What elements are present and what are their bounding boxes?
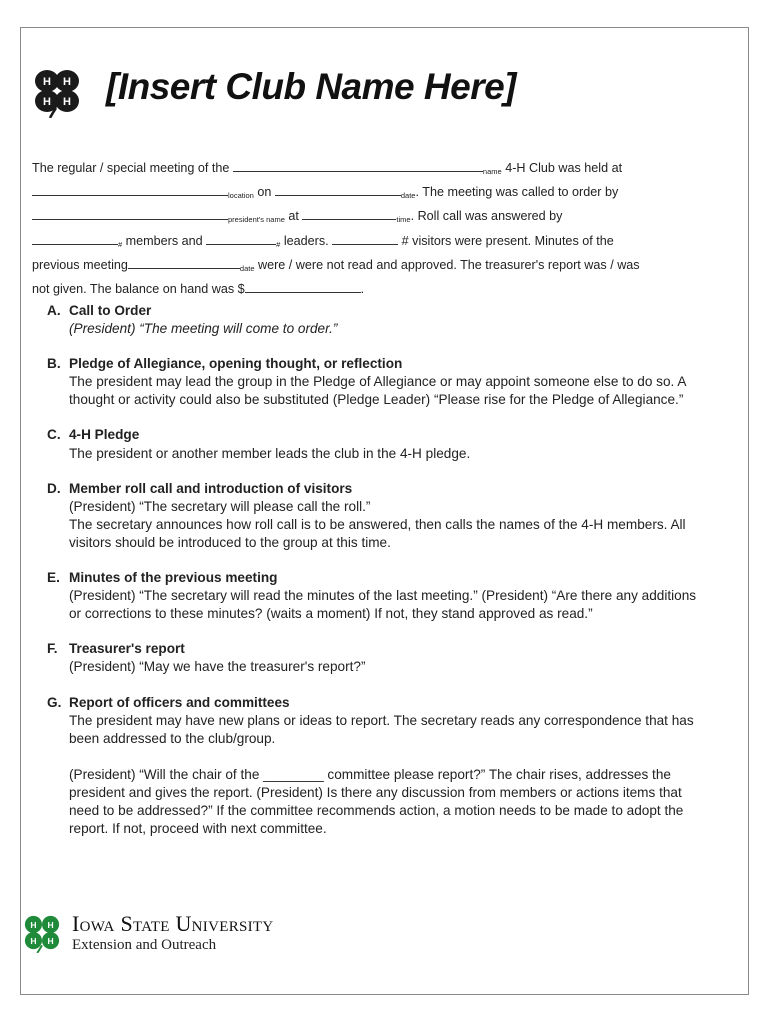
intro-text: The regular / special meeting of the [32,161,230,175]
item-letter: E. [47,570,60,586]
agenda-item-call-to-order [47,302,707,338]
time-blank [302,207,396,220]
agenda-item-officers-committees [47,694,707,839]
item-text: (President) “The secretary will read the minutes of the last meeting.” (President) “Are there any additions or corrections to these minutes? (waits a moment) If not, they stand approved as read.” [69,588,697,622]
item-text: (President) “May we have the treasurer's report?” [69,659,366,675]
item-heading: Treasurer's report [69,641,185,657]
university-name: Iowa State University [72,911,274,936]
item-text: (President) “Will the chair of the ________ committee please report?” The chair rises, addresses the president and gives the report. (President) Is there any discussion from members or actions items that need to be addressed?” If the committee recommends action, a motion needs to be made to adopt the report. If not, proceed with next committee. [69,766,684,837]
intro-text: were / were not read and approved. The treasurer's report was / was [258,257,640,272]
svg-text:H: H [63,76,71,88]
club-name-blank [233,159,483,172]
item-heading: Pledge of Allegiance, opening thought, or reflection [69,356,403,372]
hash-label: # [118,239,123,249]
item-letter: F. [47,641,58,657]
visitors-count-blank [332,232,398,245]
item-text: (President) “The meeting will come to order.” [69,321,338,337]
intro-text: not given. The balance on hand was $ [32,282,245,297]
item-text: The president or another member leads the club in the 4-H pledge. [69,445,471,461]
item-heading: Member roll call and introduction of visitors [69,480,353,496]
intro-text: on [257,185,272,200]
agenda-item-treasurers-report [47,640,707,676]
members-count-blank [32,232,118,245]
header [32,62,516,118]
item-heading: Call to Order [69,303,152,318]
item-text: The president may have new plans or ideas to report. The secretary reads any correspondence that has been addressed to the club/group. [69,712,694,746]
intro-text: . The meeting was called to order by [415,185,619,200]
hash-label: # [276,239,281,249]
item-letter: D. [47,480,61,496]
item-heading: Report of officers and committees [69,694,290,710]
intro-text: . Roll call was answered by [410,209,563,224]
intro-text: leaders. [283,233,329,248]
svg-text:H: H [30,935,37,946]
president-name-blank [32,207,228,220]
item-letter: G. [47,694,62,710]
intro-text: 4-H Club was held at [505,161,623,175]
svg-text:H: H [30,919,37,930]
item-text: The president may lead the group in the Pledge of Allegiance or may appoint someone else to do so. A thought or activity could also be substituted (Pledge Leader) “Please rise for the Pledge of Allegiance.” [69,374,686,408]
footer-branding [23,912,274,954]
name-label: name [482,167,502,176]
date-label: date [400,191,416,201]
intro-text: previous meeting [32,257,128,272]
item-letter: A. [47,303,61,318]
extension-subtitle: Extension and Outreach [72,937,217,953]
agenda-item-roll-call [47,480,707,552]
item-letter: C. [47,427,61,443]
intro-text: at [288,209,299,224]
svg-text:H: H [43,76,51,88]
president-name-label: president's name [228,215,285,225]
item-heading: Minutes of the previous meeting [69,570,278,586]
time-label: time [396,215,411,225]
item-heading: 4-H Pledge [69,427,140,443]
location-label: location [228,191,254,201]
item-letter: B. [47,356,61,372]
intro-text: members and [125,233,203,248]
svg-text:H: H [43,96,51,108]
agenda-item-pledge-of-allegiance [47,355,707,409]
location-blank [32,183,228,196]
intro-paragraph [32,158,707,300]
intro-text: # visitors were present. Minutes of the [401,233,614,248]
agenda-item-4h-pledge [47,426,707,462]
4h-clover-logo [32,66,82,118]
svg-text:H: H [63,96,71,108]
item-text: (President) “The secretary will please call the roll.” [69,498,371,514]
agenda-sections [47,302,707,855]
svg-text:H: H [47,919,54,930]
leaders-count-blank [206,232,276,245]
previous-meeting-date-blank [128,256,240,269]
green-clover-icon [23,913,61,953]
agenda-item-minutes [47,569,707,623]
balance-blank [245,280,361,293]
club-name-title: [Insert Club Name Here] [106,66,516,107]
svg-text:H: H [47,935,54,946]
date-blank [275,183,401,196]
intro-text: . [360,282,365,297]
date-label: date [239,263,255,273]
item-text: The secretary announces how roll call is to be answered, then calls the names of the 4-H members. All visitors should be introduced to the group at this time. [69,516,686,550]
